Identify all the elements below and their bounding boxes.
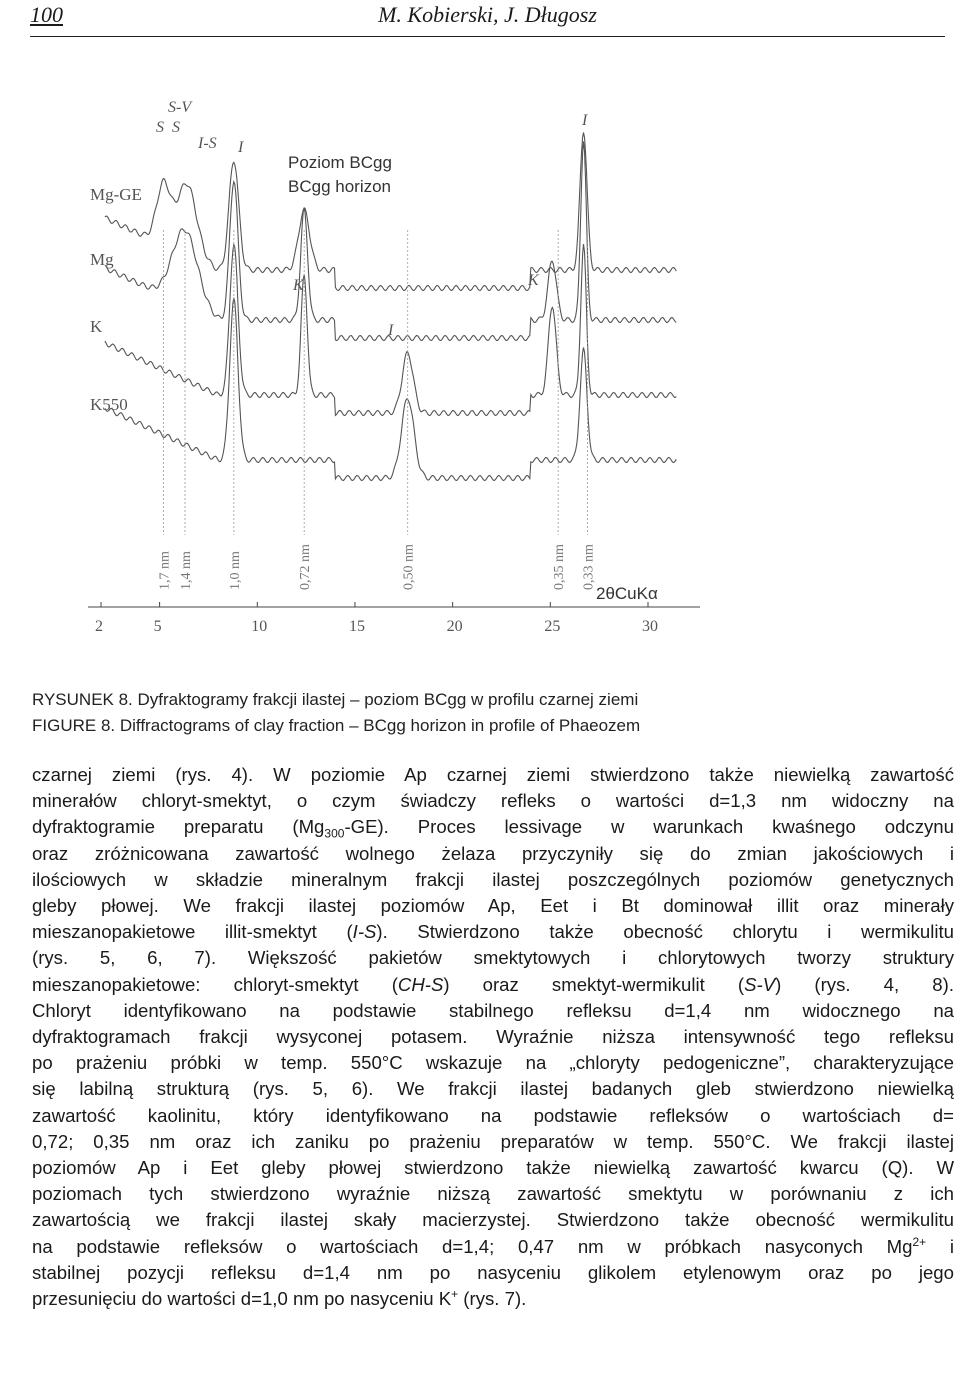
- text-line: zawartością we frakcji ilastej skały macierzystej. Stwierdzono także obecność wermikulitu: [32, 1209, 954, 1231]
- d-spacing-label: 1,4 nm: [179, 551, 195, 590]
- text-line: oraz zróżnicowana zawartość wolnego żelaza przyczyniły się do zmian jakościowych i: [32, 842, 954, 864]
- peak-label: S-V: [168, 99, 192, 116]
- d-spacing-label: 0,33 nm: [581, 544, 597, 590]
- diffractogram-svg: [88, 80, 702, 650]
- peak-label: K: [528, 272, 539, 289]
- x-tick-label: 2: [95, 618, 103, 635]
- x-tick-label: 25: [544, 618, 561, 635]
- text-line: (rys. 5, 6, 7). Większość pakietów smektytowych i chlorytowych tworzy struktury: [32, 947, 954, 969]
- text-line: 0,72; 0,35 nm oraz ich zaniku po prażeniu preparatów w temp. 550°C. We frakcji ilastej: [32, 1130, 954, 1152]
- body-text: [32, 762, 954, 1312]
- peak-label: K: [293, 277, 304, 294]
- superscript: 2+: [912, 1234, 927, 1249]
- x-tick-label: 5: [153, 618, 162, 635]
- text-line: dyfraktogramie preparatu $(Mg_{300}-GE)$. Proces lessivage w warunkach kwaśnego odczynu: [32, 816, 954, 842]
- peak-label: I: [388, 322, 394, 339]
- d-spacing-label: 1,7 nm: [157, 551, 173, 590]
- curve-label: Mg: [90, 250, 114, 269]
- diffractogram-figure: [88, 80, 702, 650]
- d-spacing-label: 1,0 nm: [227, 551, 243, 590]
- running-head: M. Kobierski, J. Długosz: [378, 2, 597, 27]
- d-spacing-label: 0,72 nm: [298, 544, 314, 590]
- text-line: przesunięciu do wartości d=1,0 nm po nasyceniu K+ (rys. 7).: [32, 1286, 527, 1310]
- text-line: poziomach tych stwierdzono wyraźnie niższą zawartość smektytu w porównaniu z ich: [32, 1183, 954, 1205]
- page-number: 100: [30, 2, 63, 27]
- d-spacing-label: 0,35 nm: [552, 544, 568, 590]
- text-line: zawartość kaolinitu, który identyfikowano na podstawie refleksów o wartościach d=: [32, 1104, 954, 1126]
- curve-label: Mg-GE: [90, 185, 142, 204]
- curve-label: K: [90, 317, 103, 336]
- text-line: gleby płowej. We frakcji ilastej poziomów Ap, Eet i Bt dominował illit oraz minerały: [32, 895, 954, 917]
- subscript: 300: [324, 827, 345, 842]
- x-axis-title: 2θCuKα: [596, 584, 658, 603]
- peak-label: S: [172, 119, 180, 136]
- page-header: [30, 2, 945, 37]
- x-tick-label: 10: [251, 618, 268, 635]
- figure-caption-pl: RYSUNEK 8. Dyfraktogramy frakcji ilastej – poziom BCgg w profilu czarnej ziemi: [32, 690, 639, 709]
- text-line: dyfraktogramach frakcji wysyconej potasem. Wyraźnie niższa intensywność tego refleksu: [32, 1026, 954, 1048]
- text-line: poziomów Ap i Eet gleby płowej stwierdzono także niewielką zawartość kwarcu (Q). W: [32, 1157, 954, 1179]
- figure-caption-en: FIGURE 8. Diffractograms of clay fraction – BCgg horizon in profile of Phaeozem: [32, 716, 641, 735]
- paragraph: [32, 762, 954, 1312]
- text-line: mieszanopakietowe illit-smektyt (I-S). Stwierdzono także obecność chlorytu i wermikulitu: [32, 921, 955, 943]
- peak-label: S: [156, 119, 164, 136]
- peak-label: I-S: [198, 135, 217, 152]
- curve-label: K550: [90, 395, 128, 414]
- text-line: się labilną strukturą (rys. 5, 6). We frakcji ilastej badanych gleb stwierdzono niewielką: [32, 1078, 954, 1100]
- text-line: mieszanopakietowe: chloryt-smektyt (CH-S) oraz smektyt-wermikulit (S-V) (rys. 4, 8).: [32, 973, 954, 995]
- peak-label: I: [582, 112, 588, 129]
- text-line: czarnej ziemi (rys. 4). W poziomie Ap czarnej ziemi stwierdzono także niewielką zawartość: [32, 764, 954, 785]
- text-line: po prażeniu próbki w temp. 550°C wskazuje na „chloryty pedogeniczne”, charakteryzujące: [32, 1052, 954, 1074]
- figure-title-pl: Poziom BCgg: [288, 153, 392, 172]
- x-tick-label: 15: [348, 618, 365, 635]
- peak-label: I: [238, 139, 244, 156]
- x-tick-label: 30: [642, 618, 658, 635]
- text-line: stabilnej pozycji refleksu d=1,4 nm po nasyceniu glikolem etylenowym oraz po jego: [32, 1261, 954, 1283]
- figure-title-en: BCgg horizon: [288, 177, 392, 196]
- text-line: na podstawie refleksów o wartościach d=1,4; 0,47 nm w próbkach nasyconych $Mg^{2+}$ i: [32, 1234, 954, 1257]
- superscript: +: [451, 1286, 459, 1301]
- d-spacing-label: 0,50 nm: [401, 544, 417, 590]
- text-line: minerałów chloryt-smektyt, o czym świadczy refleks o wartości d=1,3 nm widoczny na: [32, 790, 954, 812]
- text-line: ilościowych w składzie mineralnym frakcji ilastej poszczególnych poziomów genetycznych: [32, 868, 954, 890]
- x-tick-label: 20: [446, 618, 463, 635]
- text-line: Chloryt identyfikowano na podstawie stabilnego refleksu d=1,4 nm widocznego na: [32, 999, 954, 1021]
